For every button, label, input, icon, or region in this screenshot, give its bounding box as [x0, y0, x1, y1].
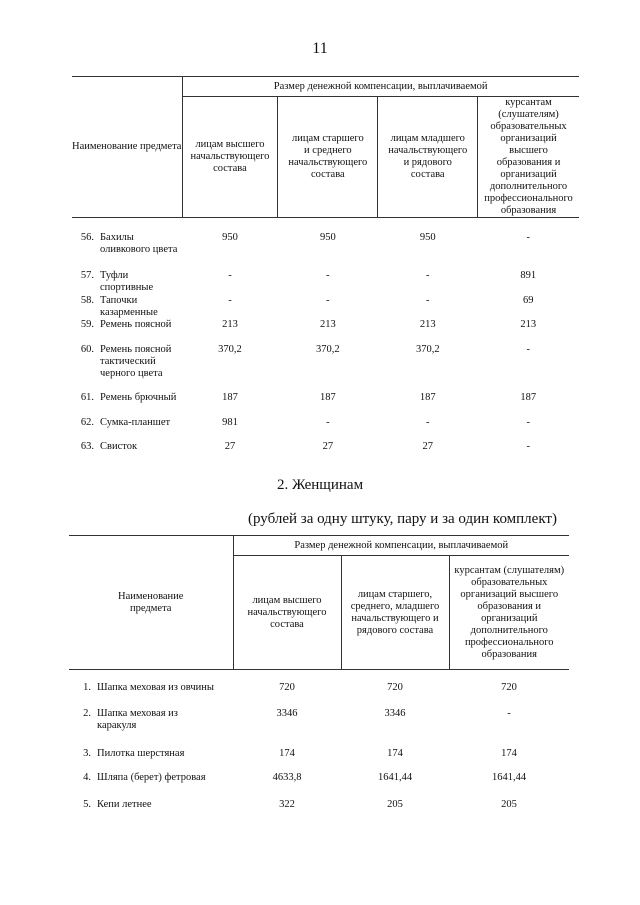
- row-name: Кепи летнее: [97, 798, 152, 810]
- cell-value: 187: [222, 391, 238, 403]
- cell-value: 891: [520, 269, 537, 281]
- row-item-name: [72, 295, 182, 319]
- row-name: Сумка-планшет: [100, 416, 171, 428]
- row-number: 2.: [83, 707, 91, 719]
- cell-value: 174: [279, 747, 295, 759]
- cell-value: 27: [422, 440, 433, 452]
- row-name: Пилотка шерстяная: [97, 747, 185, 759]
- row-number: 57.: [80, 269, 94, 281]
- row-item-name: [72, 319, 182, 344]
- cell-value: 187: [419, 391, 436, 403]
- cell-value: 370,2: [415, 343, 440, 355]
- cell-value: 205: [387, 798, 403, 810]
- t2-group-header: Размер денежной компенсации, выплачиваемой: [233, 536, 569, 556]
- cell-value: 1641,44: [491, 771, 527, 783]
- table-row: [69, 670, 569, 708]
- units-note: (рублей за одну штуку, пару и за один комплект): [248, 511, 557, 527]
- row-name: Бахилы оливкового цвета: [100, 232, 178, 255]
- cell-value: 370,2: [316, 343, 340, 355]
- t2-col-header-1: лицам высшего начальствующего состава: [233, 556, 341, 670]
- cell-value: -: [507, 707, 511, 719]
- table-row: [69, 748, 569, 772]
- row-number: 3.: [83, 747, 91, 759]
- cell-value: 720: [279, 682, 295, 693]
- section-title: 2. Женщинам: [276, 477, 364, 493]
- cell-value: 27: [224, 440, 236, 452]
- cell-value: 27: [322, 440, 334, 452]
- row-name: Ремень поясной: [100, 318, 172, 330]
- cell-value: 174: [387, 747, 403, 759]
- cell-value: -: [326, 269, 330, 281]
- row-number: 5.: [83, 798, 91, 810]
- cell-value: 69: [523, 294, 534, 306]
- row-item-name: [72, 270, 182, 295]
- table-row: [72, 344, 579, 392]
- row-number: 63.: [80, 440, 94, 452]
- cell-value: -: [228, 294, 232, 306]
- row-number: 56.: [80, 232, 94, 243]
- table-row: [69, 708, 569, 748]
- cell-value: 187: [319, 391, 336, 403]
- row-item-name: [72, 218, 182, 270]
- row-number: 62.: [80, 416, 94, 428]
- table-row: [72, 218, 579, 270]
- cell-value: 720: [501, 682, 517, 693]
- table-row: [72, 319, 579, 344]
- compensation-table-1: [72, 76, 579, 467]
- cell-value: -: [326, 294, 330, 306]
- row-name: Тапочки казарменные: [100, 294, 158, 318]
- table-row: [72, 392, 579, 417]
- row-item-name: [72, 344, 182, 392]
- table-row: [69, 772, 569, 799]
- row-item-name: [69, 708, 233, 748]
- cell-value: -: [228, 269, 232, 281]
- row-item-name: [72, 441, 182, 467]
- t1-col-header-2: лицам старшего и среднего начальствующего состава: [278, 97, 378, 218]
- row-name: Шапка меховая из овчины: [97, 682, 214, 693]
- cell-value: 205: [501, 798, 517, 810]
- cell-value: -: [326, 416, 330, 428]
- cell-value: 3346: [276, 707, 298, 719]
- cell-value: -: [526, 440, 530, 452]
- row-number: 58.: [80, 294, 94, 306]
- cell-value: -: [526, 232, 530, 243]
- row-item-name: [69, 799, 233, 823]
- table-row: [69, 799, 569, 823]
- t1-col-header-3: лицам младшего начальствующего и рядового состава: [378, 97, 478, 218]
- cell-value: 213: [222, 318, 238, 330]
- table-row: [72, 295, 579, 319]
- cell-value: 3346: [384, 707, 406, 719]
- cell-value: 322: [279, 798, 295, 810]
- cell-value: 981: [222, 416, 238, 428]
- t1-col-header-4: курсантам (слушателям) образовательных организаций высшего образования и организаций дополнительного профессионального образования: [478, 97, 579, 218]
- row-item-name: [69, 670, 233, 708]
- row-name: Ремень поясной тактический черного цвета: [100, 343, 172, 379]
- row-name: Шапка меховая из каракуля: [97, 707, 178, 731]
- row-item-name: [69, 748, 233, 772]
- cell-value: 213: [419, 318, 436, 330]
- row-number: 59.: [80, 318, 94, 330]
- row-number: 60.: [80, 343, 94, 355]
- cell-value: 213: [319, 318, 336, 330]
- cell-value: -: [526, 416, 530, 428]
- t2-col-header-3: курсантам (слушателям) образовательных организаций высшего образования и организаций дополнительного профессионального образования: [449, 556, 569, 670]
- cell-value: 370,2: [218, 343, 242, 355]
- row-number: 4.: [83, 771, 91, 783]
- t2-name-header: Наименование предмета: [69, 536, 233, 670]
- table-row: [72, 417, 579, 441]
- table-row: [72, 441, 579, 467]
- cell-value: 720: [387, 682, 403, 693]
- cell-value: -: [426, 416, 430, 428]
- cell-value: 950: [222, 232, 238, 243]
- row-number: 61.: [80, 391, 94, 403]
- cell-value: 950: [319, 232, 336, 243]
- table-row: [72, 270, 579, 295]
- cell-value: -: [426, 294, 430, 306]
- t2-col-header-2: лицам старшего, среднего, младшего начальствующего и рядового состава: [341, 556, 449, 670]
- page-number: 11: [312, 40, 328, 57]
- cell-value: -: [526, 343, 530, 355]
- t1-col-header-1: лицам высшего начальствующего состава: [182, 97, 278, 218]
- row-name: Шляпа (берет) фетровая: [97, 771, 206, 783]
- cell-value: 213: [520, 318, 537, 330]
- cell-value: 174: [501, 747, 517, 759]
- cell-value: 950: [419, 232, 436, 243]
- t1-group-header: Размер денежной компенсации, выплачиваемой: [182, 77, 579, 97]
- row-item-name: [69, 772, 233, 799]
- row-number: 1.: [83, 682, 91, 693]
- row-name: Туфли спортивные: [100, 269, 154, 293]
- row-name: Ремень брючный: [100, 391, 177, 403]
- cell-value: 1641,44: [377, 771, 413, 783]
- row-item-name: [72, 417, 182, 441]
- row-item-name: [72, 392, 182, 417]
- t1-name-header: Наименование предмета: [72, 77, 182, 218]
- row-name: Свисток: [100, 440, 138, 452]
- cell-value: 187: [520, 391, 537, 403]
- cell-value: 4633,8: [272, 771, 302, 783]
- compensation-table-2: [69, 535, 569, 823]
- cell-value: -: [426, 269, 430, 281]
